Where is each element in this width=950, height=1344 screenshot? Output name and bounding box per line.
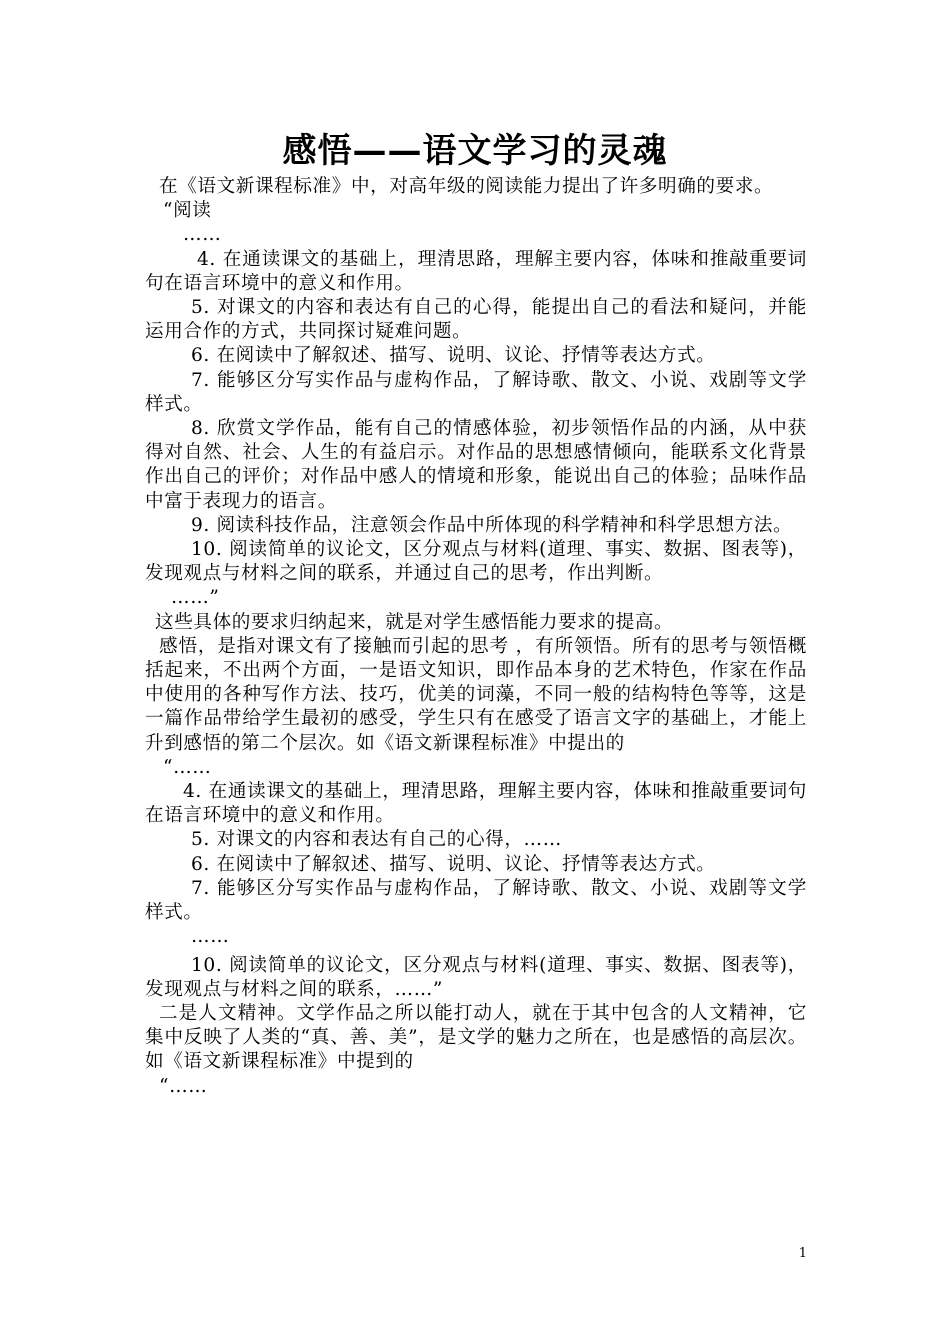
requirement-7-repeat: 7. 能够区分写实作品与虚构作品，了解诗歌、散文、小说、戏剧等文学样式。 <box>145 877 807 924</box>
quote-open-3: “…… <box>159 1075 208 1097</box>
requirement-5-repeat: 5. 对课文的内容和表达有自己的心得，…… <box>191 829 562 851</box>
document-body <box>145 175 807 1099</box>
ellipsis-line-2: …… <box>191 926 230 948</box>
ellipsis-line: …… <box>183 224 222 246</box>
paragraph-humanism: 二是人文精神。文学作品之所以能打动人，就在于其中包含的人文精神，它集中反映了人类的“真、善、美”，是文学的魅力之所在，也是感悟的高层次。如《语文新课程标准》中提到的 <box>145 1002 807 1073</box>
requirement-6: 6. 在阅读中了解叙述、描写、说明、议论、抒情等表达方式。 <box>191 345 716 367</box>
requirement-10: 10. 阅读简单的议论文，区分观点与材料(道理、事实、数据、图表等)，发现观点与材料之间的联系，并通过自己的思考，作出判断。 <box>145 539 807 585</box>
quote-open-2: “…… <box>163 756 212 778</box>
requirement-4-repeat: 4. 在通读课文的基础上，理清思路，理解主要内容，体味和推敲重要词句在语言环境中的意义和作用。 <box>145 781 807 827</box>
paragraph-intro: 在《语文新课程标准》中，对高年级的阅读能力提出了许多明确的要求。 <box>159 176 774 197</box>
requirement-10-repeat: 10. 阅读简单的议论文，区分观点与材料(道理、事实、数据、图表等)，发现观点与材料之间的联系，……” <box>145 954 807 1000</box>
paragraph-insight: 感悟，是指对课文有了接触而引起的思考 ，有所领悟。所有的思考与领悟概括起来，不出两个方面，一是语文知识，即作品本身的艺术特色，作家在作品中使用的各种写作方法、技巧，优美的词藻，不同一般的结构特色等等，这是一篇作品带给学生最初的感受，学生只有在感受了语言文字的基础上，才能上升到感悟的第二个层次。如《语文新课程标准》中提出的 <box>145 635 807 754</box>
requirement-5: 5. 对课文的内容和表达有自己的心得，能提出自己的看法和疑问，并能运用合作的方式，共同探讨疑难问题。 <box>145 297 807 343</box>
page-number: 1 <box>798 1246 807 1261</box>
requirement-6-repeat: 6. 在阅读中了解叙述、描写、说明、议论、抒情等表达方式。 <box>191 853 716 875</box>
paragraph-summary: 这些具体的要求归纳起来，就是对学生感悟能力要求的提高。 <box>155 611 674 633</box>
document-title: 感悟——语文学习的灵魂 <box>282 131 668 171</box>
requirement-4: 4. 在通读课文的基础上，理清思路，理解主要内容，体味和推敲重要词句在语言环境中的意义和作用。 <box>145 248 807 294</box>
requirement-8: 8. 欣赏文学作品，能有自己的情感体验，初步领悟作品的内涵，从中获得对自然、社会、人生的有益启示。对作品的思想感情倾向，能联系文化背景作出自己的评价；对作品中感人的情境和形象，能说出自己的体验；品味作品中富于表现力的语言。 <box>145 418 807 512</box>
requirement-7: 7. 能够区分写实作品与虚构作品，了解诗歌、散文、小说、戏剧等文学样式。 <box>145 369 807 415</box>
quote-close: ……” <box>171 587 220 609</box>
quote-open: “阅读 <box>163 200 212 222</box>
requirement-9: 9. 阅读科技作品，注意领会作品中所体现的科学精神和科学思想方法。 <box>191 514 793 536</box>
